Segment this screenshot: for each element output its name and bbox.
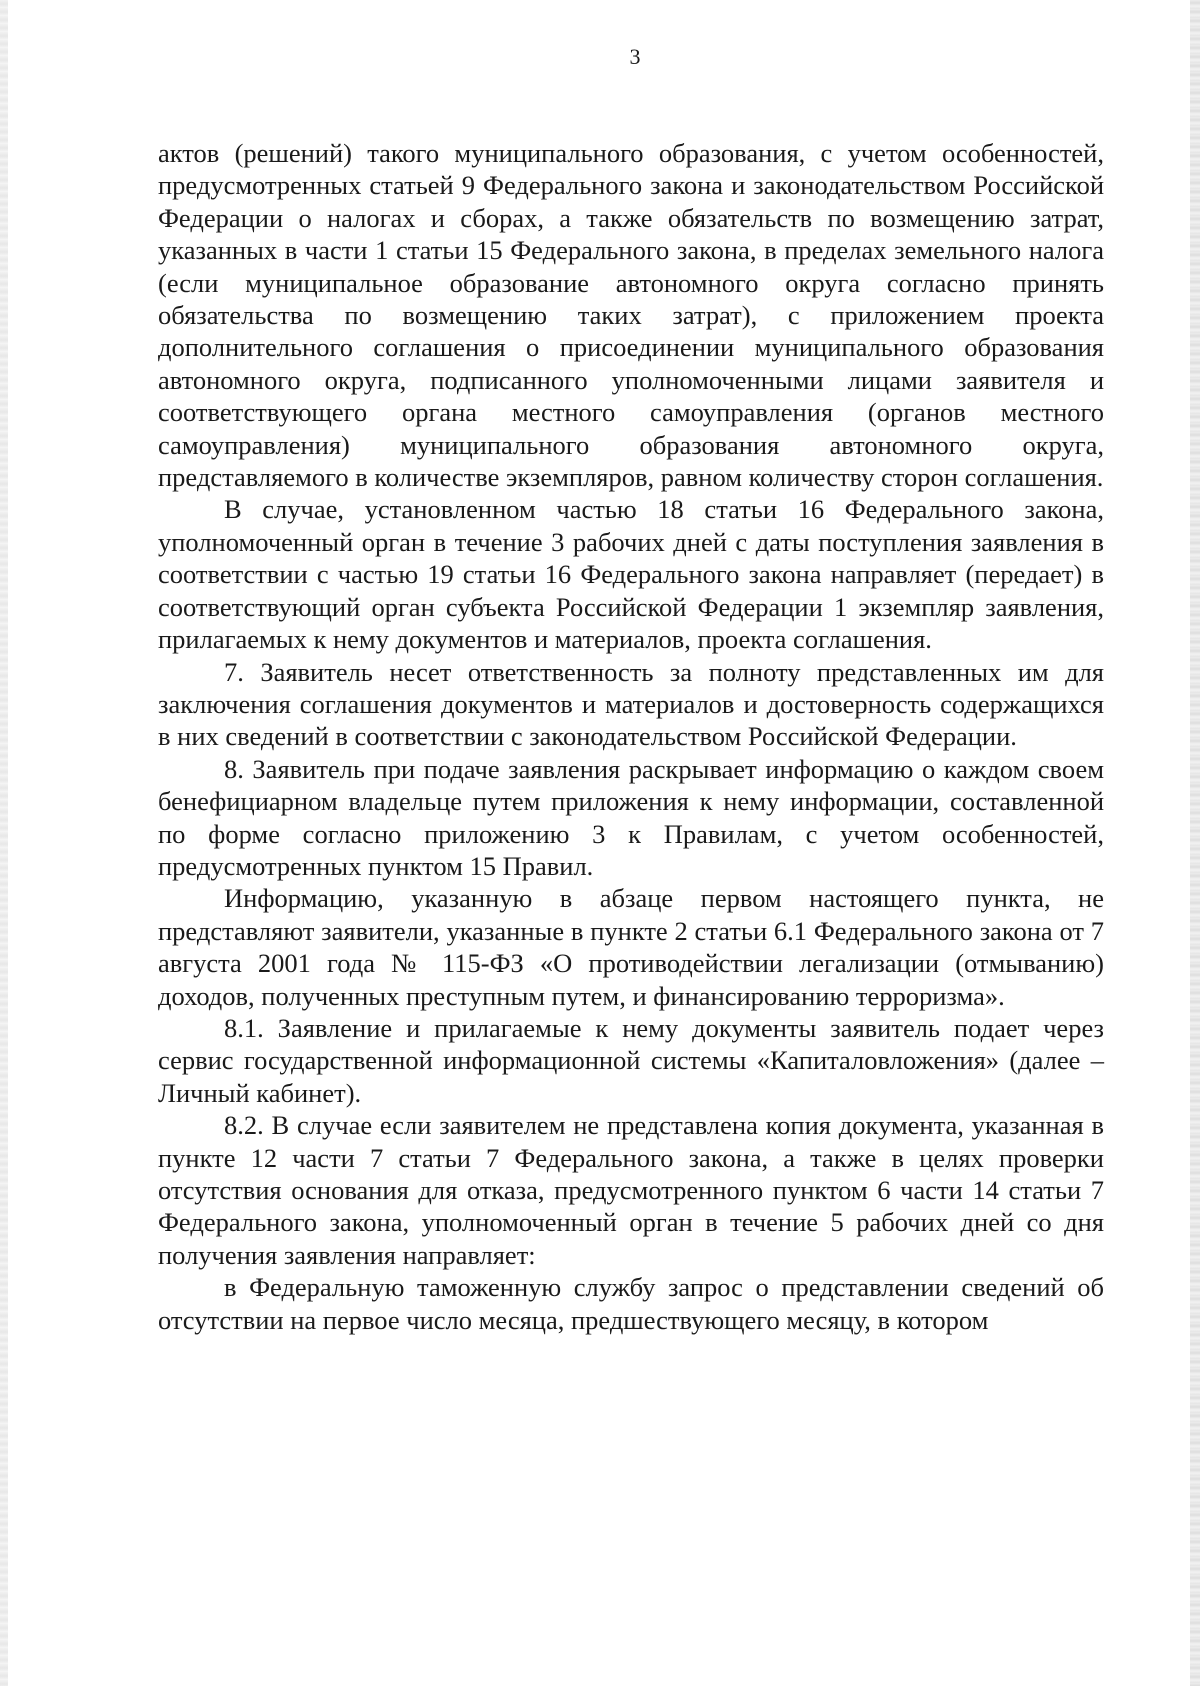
document-body [158,137,1104,1336]
scan-edge-left [0,0,8,1686]
paragraph-item-8-exemption: Информацию, указанную в абзаце первом настоящего пункта, не представляют заявители, указанные в пункте 2 статьи 6.1 Федерального закона от 7 августа 2001 года № 115-ФЗ «О противодействии легализации (отмыванию) доходов, полученных преступным путем, и финансированию терроризма». [158,883,1104,1011]
scan-edge-right [1190,0,1200,1686]
paragraph-federal-body-transfer: В случае, установленном частью 18 статьи 16 Федерального закона, уполномоченный орган в течение 3 рабочих дней с даты поступления заявления в соответствии с частью 19 статьи 16 Федерального закона направляет (передает) в соответствующий орган субъекта Российской Федерации 1 экземпляр заявления, прилагаемых к нему документов и материалов, проекта соглашения. [158,494,1104,655]
paragraph-item-8: 8. Заявитель при подаче заявления раскрывает информацию о каждом своем бенефициарном владельце путем приложения к нему информации, составленной по форме согласно приложению 3 к Правилам, с учетом особенностей, предусмотренных пунктом 15 Правил. [158,753,1104,881]
paragraph-item-7: 7. Заявитель несет ответственность за полноту представленных им для заключения соглашения документов и материалов и достоверность содержащихся в них сведений в соответствии с законодательством Российской Федерации. [158,656,1104,752]
paragraph-customs-request: в Федеральную таможенную службу запрос о представлении сведений об отсутствии на первое число месяца, предшествующего месяцу, в котором [158,1272,1104,1335]
paragraph-continuation: актов (решений) такого муниципального образования, с учетом особенностей, предусмотренных статьей 9 Федерального закона и законодательством Российской Федерации о налогах и сборах, а также обязательств по возмещению затрат, указанных в части 1 статьи 15 Федерального закона, в пределах земельного налога (если муниципальное образование автономного округа согласно принять обязательства по возмещению таких затрат), с приложением проекта дополнительного соглашения о присоединении муниципального образования автономного округа, подписанного уполномоченными лицами заявителя и соответствующего органа местного самоуправления (органов местного самоуправления) муниципального образования автономного округа, представляемого в количестве экземпляров, равном количеству сторон соглашения. [158,138,1104,493]
page-number: 3 [629,44,641,69]
paragraph-item-8-1: 8.1. Заявление и прилагаемые к нему документы заявитель подает через сервис государственной информационной системы «Капиталовложения» (далее – Личный кабинет). [158,1012,1104,1108]
paragraph-item-8-2: 8.2. В случае если заявителем не представлена копия документа, указанная в пункте 12 части 7 статьи 7 Федерального закона, а также в целях проверки отсутствия основания для отказа, предусмотренного пунктом 6 части 14 статьи 7 Федерального закона, уполномоченный орган в течение 5 рабочих дней со дня получения заявления направляет: [158,1110,1104,1270]
